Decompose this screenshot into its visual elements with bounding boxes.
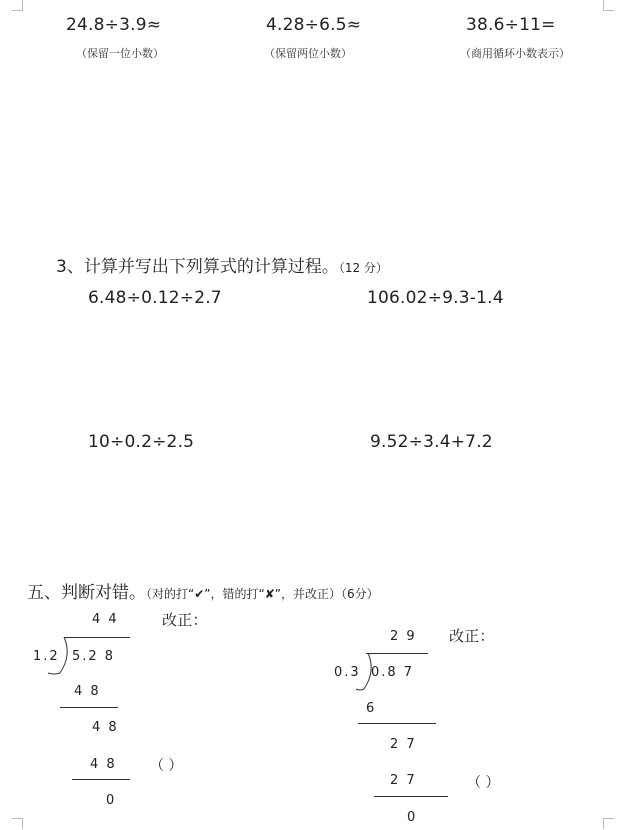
ld1-line-2 (72, 779, 130, 780)
ld2-divisor: 0.3 (334, 665, 361, 680)
calc-problem-1: 6.48÷0.12÷2.7 (88, 288, 222, 308)
ld2-quotient: 2 9 (390, 629, 417, 644)
ld1-top-bar (64, 637, 130, 638)
approx-note-3: （商用循环小数表示） (460, 47, 570, 60)
ld2-judgment-blank[interactable]: （ ） (467, 775, 500, 791)
ld1-step-2: 4 8 (92, 720, 119, 735)
ld2-correction-label: 改正： (449, 627, 495, 645)
section-5-title: 五、判断对错。 (27, 583, 146, 603)
ld2-step-3: 2 7 (390, 773, 417, 788)
crop-mark-bottom-right (603, 818, 614, 829)
approx-note-1: （保留一位小数） (76, 47, 164, 60)
ld2-step-2: 2 7 (390, 737, 417, 752)
ld1-step-3: 4 8 (90, 757, 117, 772)
ld1-divisor: 1.2 (33, 649, 60, 664)
calc-problem-2: 106.02÷9.3-1.4 (367, 288, 504, 308)
ld2-remainder: 0 (407, 810, 418, 825)
approx-problem-3: 38.6÷11= (466, 15, 556, 35)
ld2-line-1 (358, 723, 436, 724)
approx-problem-2: 4.28÷6.5≈ (266, 15, 362, 35)
ld1-line-1 (60, 707, 118, 708)
ld1-step-1: 4 8 (74, 684, 101, 699)
section-5-heading (27, 578, 379, 603)
crop-mark-bottom-left (12, 818, 23, 829)
approx-note-2: （保留两位小数） (264, 47, 352, 60)
ld1-judgment-blank[interactable]: （ ） (150, 758, 183, 774)
crop-mark-top-left (12, 0, 23, 11)
calc-problem-3: 10÷0.2÷2.5 (88, 432, 195, 452)
ld2-dividend: 0.8 7 (371, 665, 415, 680)
approx-problem-1: 24.8÷3.9≈ (66, 15, 162, 35)
ld1-correction-label: 改正： (162, 611, 208, 629)
ld1-quotient: 4 4 (92, 612, 119, 627)
ld1-dividend: 5.2 8 (72, 649, 116, 664)
calc-problem-4: 9.52÷3.4+7.2 (370, 432, 493, 452)
ld2-line-2 (374, 796, 448, 797)
ld2-step-1: 6 (366, 701, 377, 716)
ld1-remainder: 0 (106, 793, 117, 808)
section-3-heading (56, 252, 388, 277)
section-5-instruction: （对的打“✔”，错的打“✘”，并改正）（6分） (146, 587, 379, 601)
section-3-title: 3、计算并写出下列算式的计算过程。 (56, 257, 339, 277)
crop-mark-top-right (603, 0, 614, 11)
section-3-score: （12 分） (338, 261, 388, 275)
